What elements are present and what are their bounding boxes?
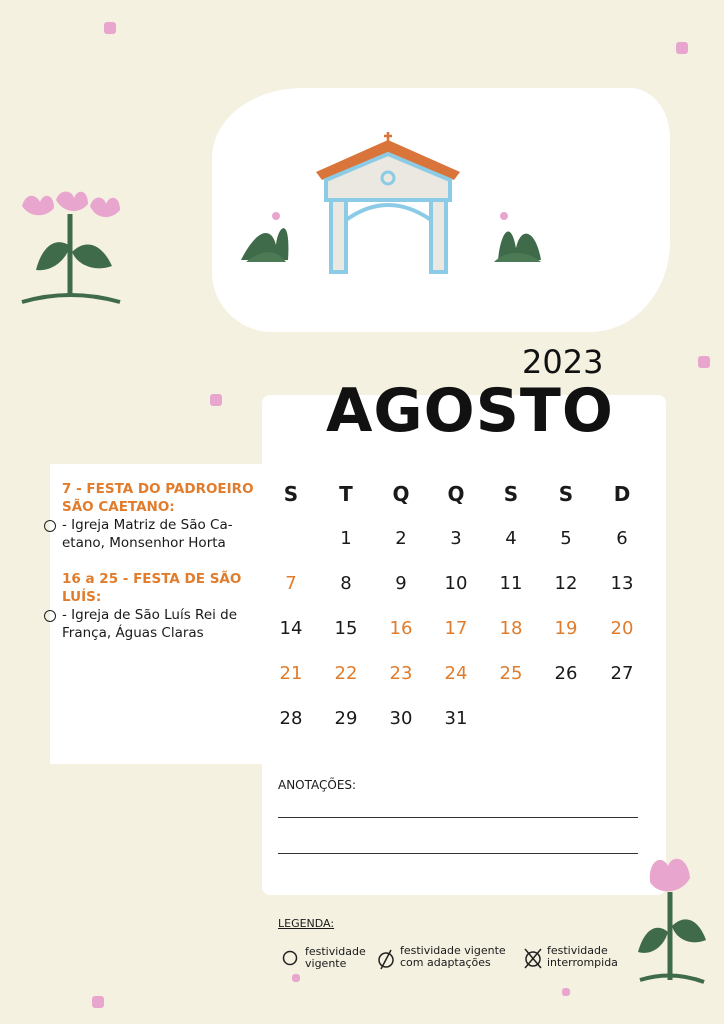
decor-dot bbox=[210, 394, 222, 406]
calendar-day: 5 bbox=[560, 528, 572, 549]
notes-label: ANOTAÇÕES: bbox=[278, 778, 357, 792]
decor-dot bbox=[104, 22, 116, 34]
circle-slash-icon bbox=[376, 948, 396, 970]
event-location: - Igreja de São Luís Rei de França, Águas Claras bbox=[62, 607, 238, 641]
weekday-header: Q bbox=[392, 482, 410, 506]
calendar-day: 3 bbox=[450, 528, 462, 549]
calendar-day: 21 bbox=[279, 663, 303, 684]
weekday-header: D bbox=[613, 482, 631, 506]
legend-item-text: festividade vigente bbox=[305, 945, 366, 970]
calendar-day: 19 bbox=[554, 618, 578, 639]
event-title: 7 - FESTA DO PADROEIRO SÃO CAETANO: bbox=[62, 481, 254, 515]
calendar-background bbox=[262, 395, 666, 895]
calendar-day: 4 bbox=[505, 528, 517, 549]
note-line bbox=[278, 853, 638, 854]
events-list bbox=[62, 480, 262, 642]
legend-label: LEGENDA: bbox=[278, 917, 335, 930]
calendar-day: 14 bbox=[279, 618, 303, 639]
calendar-day: 12 bbox=[554, 573, 578, 594]
decor-dot bbox=[698, 356, 710, 368]
calendar-day: 2 bbox=[395, 528, 407, 549]
decor-dot bbox=[562, 988, 570, 996]
calendar-day: 13 bbox=[610, 573, 634, 594]
church-icon bbox=[316, 132, 460, 272]
circle-icon bbox=[44, 610, 56, 622]
calendar-day: 17 bbox=[444, 618, 468, 639]
legend-item-text: festividade vigente com adaptações bbox=[400, 944, 506, 969]
calendar-day: 29 bbox=[334, 708, 358, 729]
calendar-day: 7 bbox=[285, 573, 297, 594]
calendar-day: 6 bbox=[616, 528, 628, 549]
calendar-day: 11 bbox=[499, 573, 523, 594]
weekday-header: Q bbox=[447, 482, 465, 506]
event-title: 16 a 25 - FESTA DE SÃO LUÍS: bbox=[62, 571, 242, 605]
flower-illustration bbox=[632, 852, 712, 986]
calendar-day: 23 bbox=[389, 663, 413, 684]
right-plant-icon bbox=[494, 212, 541, 262]
calendar-day: 9 bbox=[395, 573, 407, 594]
calendar-day: 22 bbox=[334, 663, 358, 684]
legend-item-text: festividade interrompida bbox=[547, 944, 618, 969]
event-item bbox=[62, 480, 262, 552]
calendar-day: 20 bbox=[610, 618, 634, 639]
weekday-header: S bbox=[558, 482, 574, 506]
calendar-day: 15 bbox=[334, 618, 358, 639]
calendar-day: 1 bbox=[340, 528, 352, 549]
circle-cross-icon bbox=[522, 946, 544, 970]
decor-dot bbox=[292, 974, 300, 982]
left-plant-icon bbox=[241, 212, 288, 262]
note-line bbox=[278, 817, 638, 818]
event-location: - Igreja Matriz de São Ca-etano, Monsenhor Horta bbox=[62, 517, 233, 551]
year-label: 2023 bbox=[522, 343, 604, 381]
calendar-day: 24 bbox=[444, 663, 468, 684]
calendar-day: 31 bbox=[444, 708, 468, 729]
calendar-day: 16 bbox=[389, 618, 413, 639]
circle-icon bbox=[44, 520, 56, 532]
calendar-day: 30 bbox=[389, 708, 413, 729]
church-illustration bbox=[236, 130, 546, 280]
calendar-day: 8 bbox=[340, 573, 352, 594]
flower-illustration bbox=[16, 186, 126, 308]
calendar-day: 28 bbox=[279, 708, 303, 729]
decor-dot bbox=[676, 42, 688, 54]
calendar-day: 26 bbox=[554, 663, 578, 684]
month-title: AGOSTO bbox=[326, 376, 614, 446]
calendar-day: 25 bbox=[499, 663, 523, 684]
event-item bbox=[62, 570, 262, 642]
weekday-header: T bbox=[339, 482, 353, 506]
decor-dot bbox=[92, 996, 104, 1008]
weekday-header: S bbox=[503, 482, 519, 506]
circle-icon bbox=[282, 950, 298, 966]
calendar-day: 18 bbox=[499, 618, 523, 639]
weekday-header: S bbox=[283, 482, 299, 506]
calendar-day: 27 bbox=[610, 663, 634, 684]
calendar-day: 10 bbox=[444, 573, 468, 594]
